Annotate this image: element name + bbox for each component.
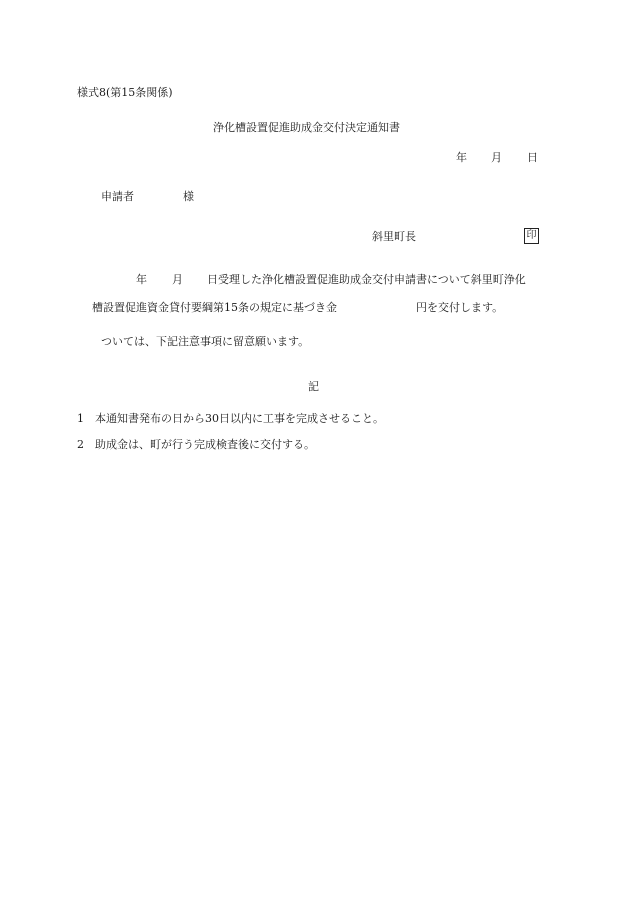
note-heading: 記	[308, 380, 319, 393]
recipient-label: 申請者	[101, 190, 134, 203]
note-text: 助成金は、町が行う完成検査後に交付する。	[95, 438, 315, 451]
form-number: 様式8(第15条関係)	[77, 86, 173, 99]
body-month-label: 月	[172, 273, 183, 286]
note-text: 本通知書発布の日から30日以内に工事を完成させること。	[95, 412, 384, 425]
body-line-2-text-after: 円を交付します。	[416, 301, 504, 314]
date-year-label: 年	[456, 151, 467, 164]
body-line-2-text-before: 槽設置促進資金貸付要綱第15条の規定に基づき金	[92, 301, 337, 314]
note-number: 2	[77, 438, 84, 451]
body-year-label: 年	[136, 273, 147, 286]
note-number: 1	[77, 412, 84, 425]
issuer-name: 斜里町長	[372, 230, 416, 243]
document-title: 浄化槽設置促進助成金交付決定通知書	[213, 121, 400, 134]
date-month-label: 月	[491, 151, 502, 164]
date-day-label: 日	[527, 151, 538, 164]
body-line-3: ついては、下記注意事項に留意願います。	[101, 335, 310, 348]
seal-mark: 印	[524, 228, 539, 244]
body-line-1-text: 日受理した浄化槽設置促進助成金交付申請書について斜里町浄化	[207, 273, 526, 286]
recipient-honorific: 様	[183, 190, 194, 203]
